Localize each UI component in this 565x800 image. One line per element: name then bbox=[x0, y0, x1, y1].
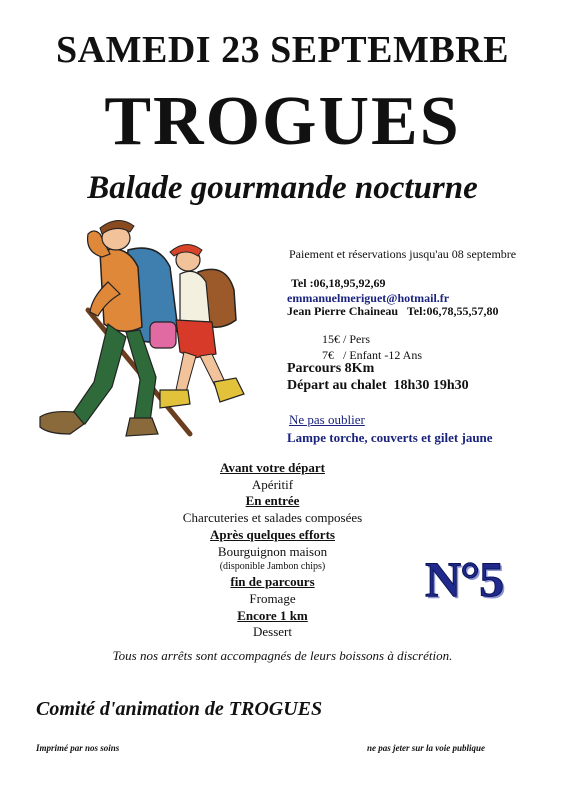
edition-badge: N°5 bbox=[425, 551, 504, 607]
menu-heading: Après quelques efforts bbox=[210, 526, 335, 542]
organizer-name: Comité d'animation de TROGUES bbox=[36, 698, 323, 720]
route-length: Parcours 8Km bbox=[287, 361, 375, 376]
town-title: TROGUES bbox=[104, 83, 461, 160]
hikers-illustration bbox=[30, 212, 280, 447]
menu-item: Apéritif bbox=[251, 476, 294, 492]
no-littering-note: ne pas jeter sur la voie publique bbox=[367, 743, 486, 753]
menu-item: Fromage bbox=[249, 590, 296, 606]
menu-heading: En entrée bbox=[245, 493, 300, 509]
drinks-note: Tous nos arrêts sont accompagnés de leurs boissons à discrétion. bbox=[112, 648, 453, 663]
departure-info: Départ au chalet 18h30 19h30 bbox=[287, 378, 469, 393]
menu-item: Charcuteries et salades composées bbox=[182, 510, 363, 526]
menu-item-note: (disponible Jambon chips) bbox=[219, 561, 326, 573]
menu-list bbox=[150, 460, 395, 641]
reminder-title: Ne pas oublier bbox=[289, 412, 365, 427]
phone-primary: Tel :06,18,95,92,69 bbox=[291, 276, 386, 290]
payment-info: Paiement et réservations jusqu'au 08 septembre bbox=[289, 247, 517, 261]
reminder-items: Lampe torche, couverts et gilet jaune bbox=[287, 430, 493, 445]
menu-item: Dessert bbox=[253, 624, 292, 640]
menu-item: Bourguignon maison bbox=[217, 543, 328, 559]
event-subtitle: Balade gourmande nocturne bbox=[87, 170, 478, 206]
printed-note: Imprimé par nos soins bbox=[36, 743, 120, 753]
contact-secondary: Jean Pierre Chaineau Tel:06,78,55,57,80 bbox=[287, 304, 499, 318]
contact-email: emmanuelmeriguet@hotmail.fr bbox=[287, 291, 450, 305]
menu-heading: Avant votre départ bbox=[220, 460, 325, 475]
menu-heading: Encore 1 km bbox=[237, 607, 308, 623]
price-adult: 15€ / Pers bbox=[322, 332, 370, 346]
event-date: SAMEDI 23 SEPTEMBRE bbox=[56, 29, 509, 71]
menu-heading: fin de parcours bbox=[230, 574, 315, 590]
price-child: 7€ / Enfant -12 Ans bbox=[322, 348, 422, 362]
